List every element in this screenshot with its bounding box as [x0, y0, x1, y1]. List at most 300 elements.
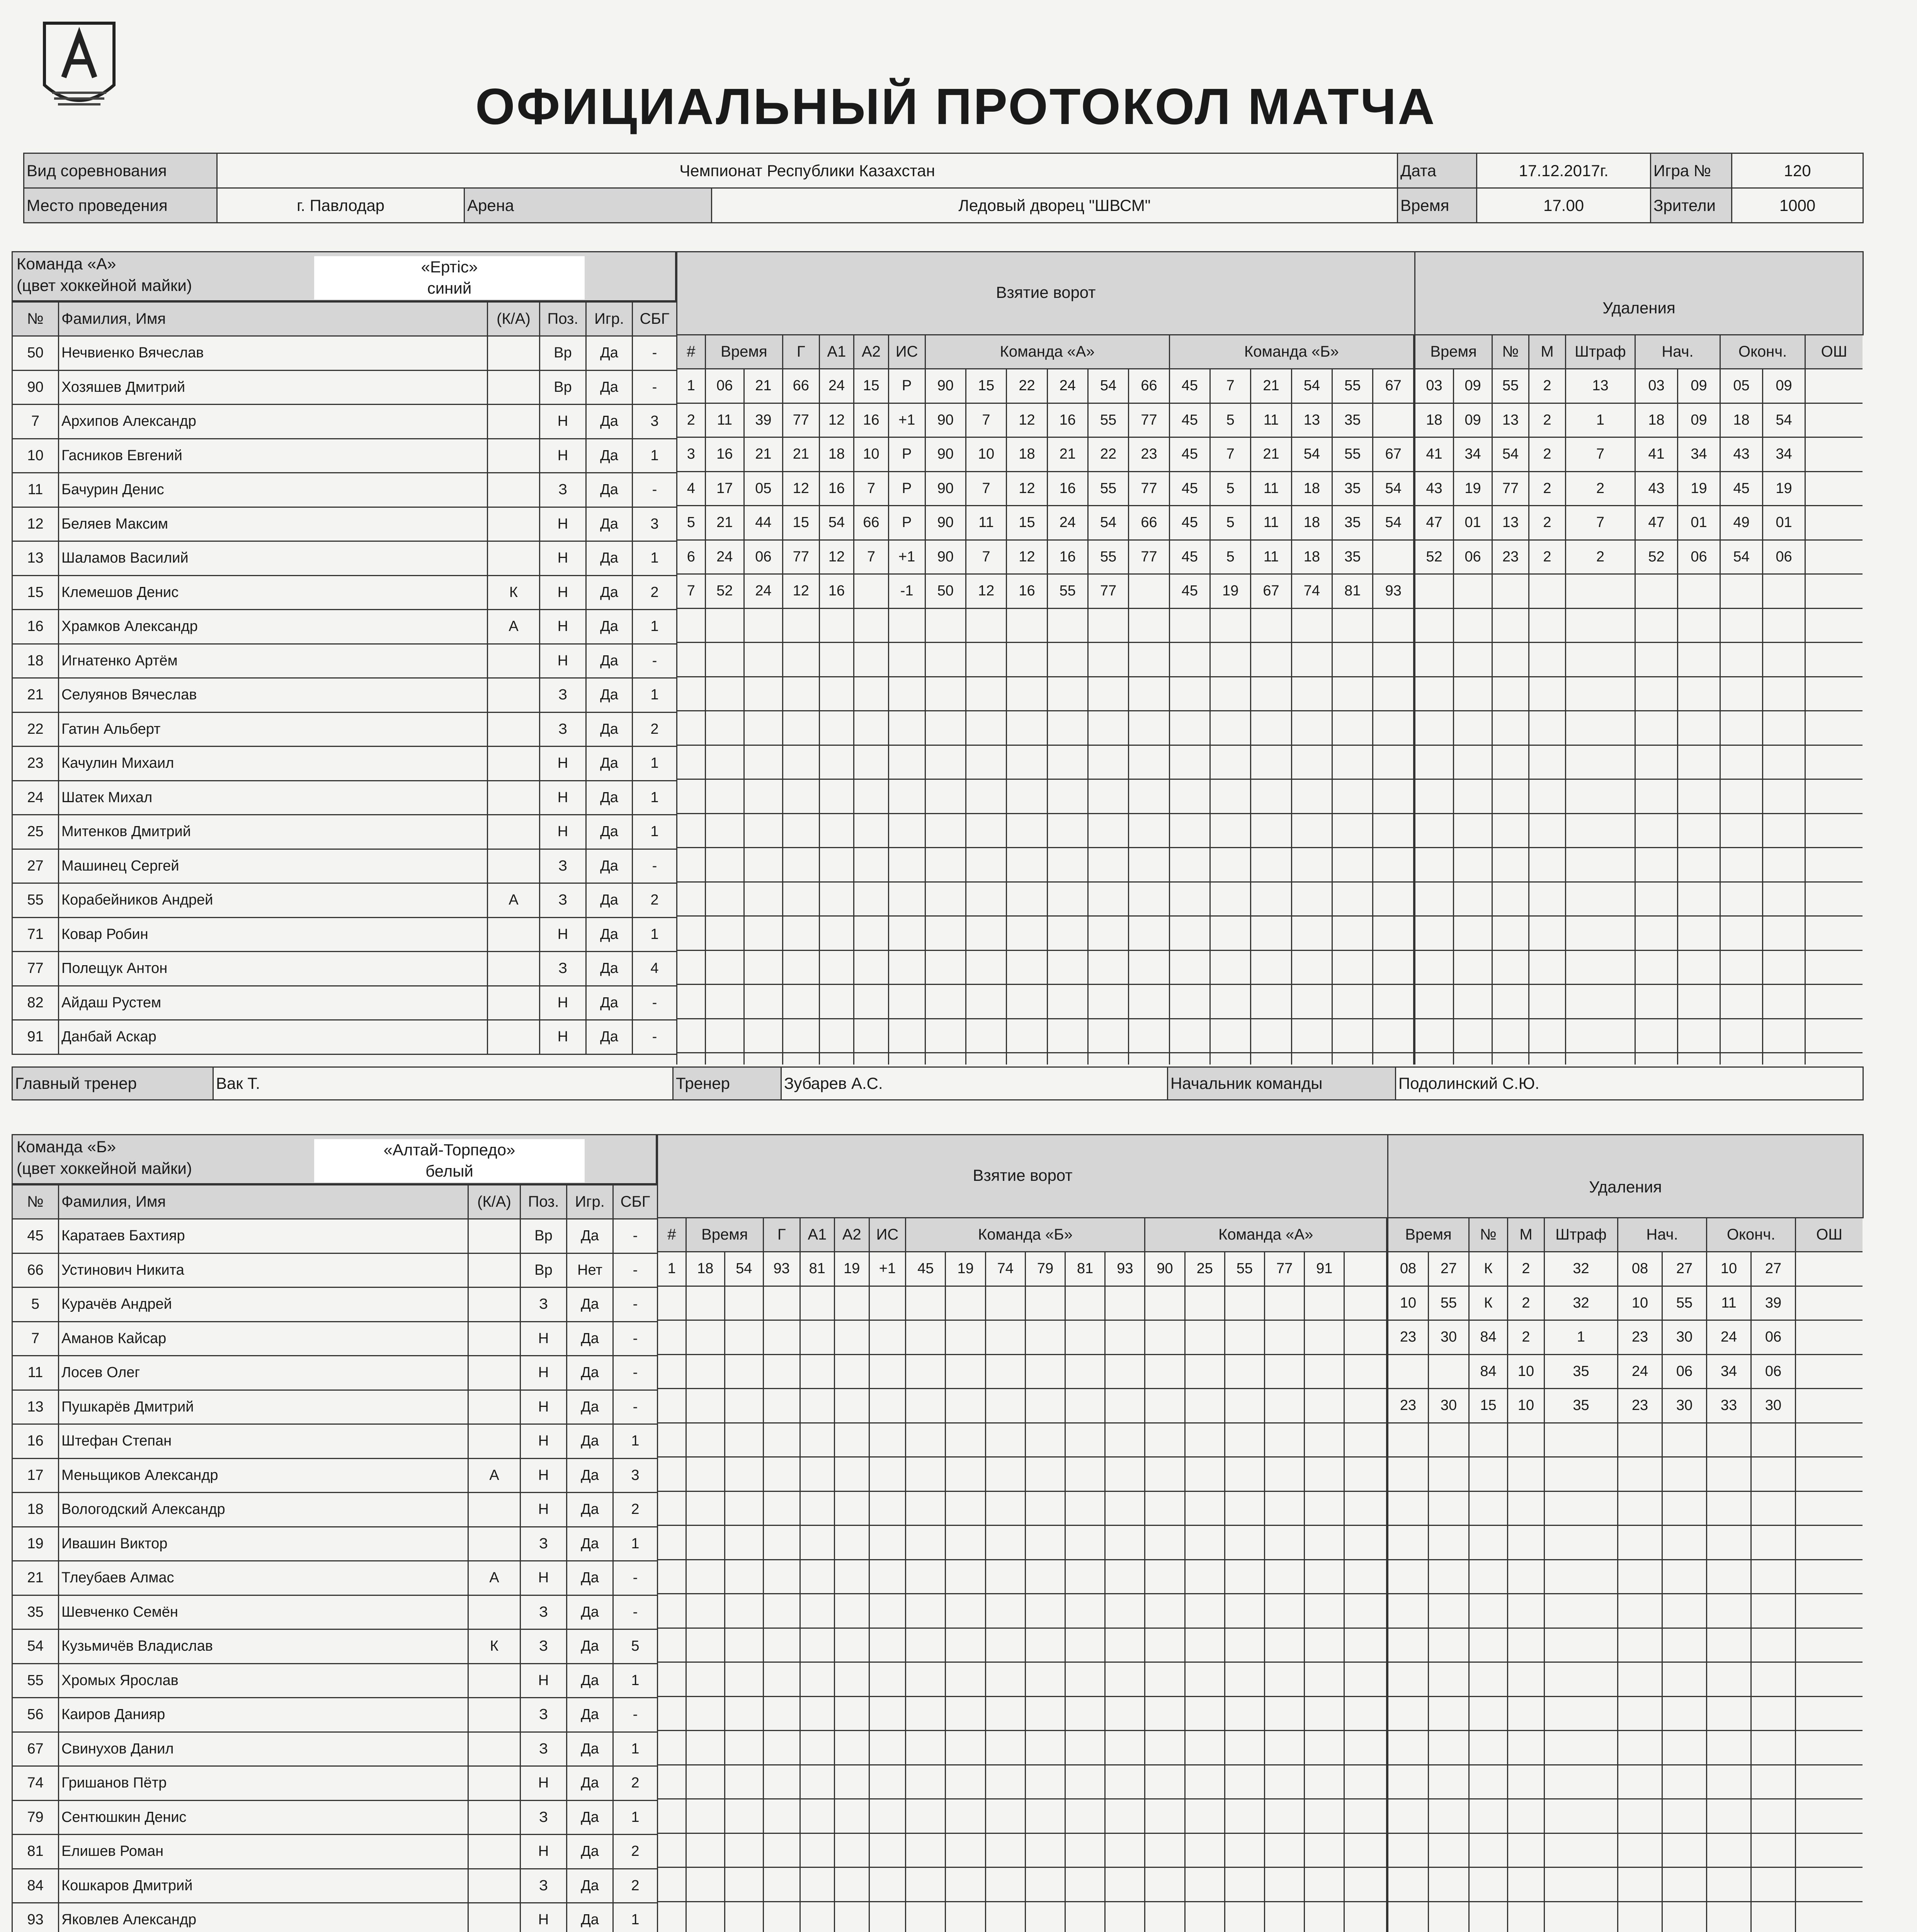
goal-row: [658, 1901, 1387, 1932]
penalty-e1: 11: [1707, 1286, 1751, 1320]
goal-a2: [854, 779, 889, 814]
team-b-roster: № Фамилия, Имя (К/А) Поз. Игр. СБГ 45 Каратаев Бахтияр Вр Да - 66 Устинович Никита Вр Нет - 5 Курачёв Андрей З Да - 7 Аманов Кайсар Н Да - 11 Лосев Олег Н Да - 13 Пушкарёв Дмитрий Н Да - 16 Штефан Степан Н Да 1 17 Меньщиков Александр А Н Да 3 18 Вологодский Александр Н Да 2 19 Ивашин Виктор З Да 1 21 Тлеубаев Алмас А Н Да - 35 Шевченко Семён З Да - 54 Кузьмичёв Владислав К З Да 5 55 Хромых Ярослав Н Да 1 56 Каиров Данияр З Да - 67 Свинухов Данил З Да 1 74 Гришанов Пётр Н Да 2 79 Сентюшкин Денис З Да 1 81 Елишев Роман Н Да 2 84 Кошкаров Дмитрий З Да 2 93 Яковлев Александр Н Да 1: [12, 1184, 658, 1932]
goal-on-ice-own: [966, 711, 1006, 745]
penalty-pen: [1566, 643, 1635, 677]
penalty-mm: [1415, 950, 1454, 985]
goal-row: [658, 1867, 1387, 1902]
player-pos: Н: [540, 986, 586, 1020]
penalty-s1: [1618, 1457, 1662, 1492]
player-ka: [488, 678, 540, 713]
player-sbg: 2: [633, 712, 677, 747]
goal-on-ice-opp: 11: [1251, 540, 1291, 574]
goal-mm: [705, 882, 744, 916]
goal-on-ice-own: [1065, 1389, 1105, 1423]
penalty-osh: [1796, 1560, 1863, 1594]
goal-on-ice-own: [946, 1833, 985, 1867]
player-pos: Н: [520, 1356, 567, 1390]
penalty-s1: [1618, 1765, 1662, 1799]
player-ka: [468, 1390, 520, 1424]
penalty-row: [1388, 1286, 1863, 1320]
goal-on-ice-own: [906, 1867, 946, 1902]
player-ka: [468, 1800, 520, 1835]
penalty-ss: [1454, 779, 1492, 814]
goal-ss: 21: [744, 437, 782, 472]
goal-on-ice-opp: [1265, 1901, 1305, 1932]
penalty-mm: [1388, 1901, 1429, 1932]
player-played: Да: [586, 507, 633, 541]
goal-a1: 12: [819, 540, 854, 574]
player-name: Пушкарёв Дмитрий: [59, 1390, 468, 1424]
penalty-pen: [1566, 882, 1635, 916]
goal-on-ice-opp: [1169, 1053, 1210, 1065]
goal-n: 1: [658, 1252, 686, 1286]
goal-g: [782, 882, 819, 916]
goal-is: [888, 745, 925, 779]
team-a-label: Команда «А»: [17, 255, 116, 273]
goal-on-ice-own: 90: [925, 471, 966, 506]
goal-g: [763, 1389, 800, 1423]
player-sbg: -: [633, 370, 677, 405]
goal-on-ice-own: [1007, 1019, 1047, 1053]
goal-on-ice-opp: [1169, 985, 1210, 1019]
penalty-e1: [1707, 1696, 1751, 1731]
goal-on-ice-opp: [1185, 1867, 1225, 1902]
player-name: Гришанов Пётр: [59, 1766, 468, 1801]
arena-label: Арена: [464, 188, 712, 223]
penalty-no: [1492, 916, 1529, 951]
player-pos: Вр: [540, 370, 586, 405]
goal-is: Р: [888, 471, 925, 506]
time-label: Время: [1398, 188, 1477, 223]
goal-on-ice-own: [985, 1696, 1025, 1731]
penalty-row: [1388, 1354, 1863, 1389]
penalty-s2: 55: [1662, 1286, 1707, 1320]
goal-n: [658, 1560, 686, 1594]
penalty-m: 2: [1529, 471, 1566, 506]
player-no: 82: [12, 986, 59, 1020]
player-ka: К: [468, 1629, 520, 1664]
goal-is: [888, 608, 925, 643]
player-sbg: 1: [633, 917, 677, 952]
goal-a1: [819, 745, 854, 779]
goal-on-ice-own: [1105, 1560, 1145, 1594]
goal-on-ice-opp: [1344, 1526, 1387, 1560]
goal-on-ice-own: [1065, 1901, 1105, 1932]
goal-on-ice-own: [1088, 677, 1128, 711]
goal-is: [869, 1389, 906, 1423]
player-played: Да: [586, 541, 633, 576]
goal-row: [658, 1389, 1387, 1423]
penalty-m: [1508, 1867, 1544, 1902]
goal-a1: [800, 1457, 835, 1492]
goal-on-ice-opp: [1225, 1526, 1264, 1560]
player-sbg: 1: [633, 541, 677, 576]
goal-on-ice-own: 77: [1129, 540, 1169, 574]
goal-on-ice-opp: 81: [1332, 574, 1373, 609]
penalty-no: [1492, 643, 1529, 677]
goal-on-ice-own: [1047, 745, 1088, 779]
goal-mm: [686, 1457, 725, 1492]
goal-on-ice-opp: [1169, 813, 1210, 848]
penalty-no: К: [1469, 1286, 1508, 1320]
goal-on-ice-opp: 7: [1210, 369, 1251, 403]
penalty-row: [1388, 1696, 1863, 1731]
goal-on-ice-opp: [1344, 1765, 1387, 1799]
goal-on-ice-opp: [1145, 1560, 1185, 1594]
table-row: [12, 507, 677, 541]
goal-on-ice-own: [1047, 643, 1088, 677]
goal-on-ice-opp: [1332, 916, 1373, 951]
goal-on-ice-own: 55: [1088, 471, 1128, 506]
player-name: Тлеубаев Алмас: [59, 1561, 468, 1595]
goal-a2: [854, 985, 889, 1019]
goal-on-ice-opp: [1185, 1594, 1225, 1628]
penalty-e2: 54: [1763, 403, 1805, 437]
player-name: Хозяшев Дмитрий: [59, 370, 488, 405]
table-row: [12, 541, 677, 576]
goal-ss: [725, 1491, 763, 1526]
goal-on-ice-opp: [1145, 1901, 1185, 1932]
player-played: Да: [567, 1869, 613, 1903]
goal-on-ice-own: 12: [1007, 540, 1047, 574]
player-no: 56: [12, 1698, 59, 1732]
player-ka: [488, 986, 540, 1020]
goal-on-ice-opp: [1332, 848, 1373, 882]
penalty-s2: [1678, 608, 1720, 643]
player-sbg: -: [613, 1561, 658, 1595]
goal-is: +1: [888, 540, 925, 574]
penalty-osh: [1796, 1867, 1863, 1902]
table-row: [12, 781, 677, 815]
penalty-e2: [1763, 1019, 1805, 1053]
goal-mm: 17: [705, 471, 744, 506]
goal-on-ice-opp: [1344, 1799, 1387, 1833]
player-pos: Н: [540, 575, 586, 610]
player-name: Митенков Дмитрий: [59, 815, 488, 849]
penalty-no: [1492, 745, 1529, 779]
goal-mm: [686, 1560, 725, 1594]
goal-on-ice-own: [1047, 813, 1088, 848]
penalty-e1: [1707, 1560, 1751, 1594]
player-ka: [488, 336, 540, 371]
penalty-m: 2: [1529, 540, 1566, 574]
player-name: Хромых Ярослав: [59, 1663, 468, 1698]
goal-on-ice-own: [925, 882, 966, 916]
goal-n: 4: [677, 471, 706, 506]
goal-is: [888, 848, 925, 882]
goal-on-ice-opp: [1185, 1833, 1225, 1867]
penalty-m: [1529, 985, 1566, 1019]
goal-on-ice-opp: 55: [1332, 369, 1373, 403]
goal-mm: [686, 1423, 725, 1457]
goal-is: [869, 1696, 906, 1731]
goal-on-ice-opp: [1332, 677, 1373, 711]
penalty-mm: [1388, 1696, 1429, 1731]
goal-row: [677, 950, 1414, 985]
penalty-osh: [1805, 779, 1863, 814]
player-ka: [488, 747, 540, 781]
player-played: Да: [567, 1390, 613, 1424]
goal-mm: [705, 779, 744, 814]
penalty-e1: [1707, 1731, 1751, 1765]
goal-on-ice-opp: [1344, 1491, 1387, 1526]
player-name: Меньщиков Александр: [59, 1458, 468, 1493]
penalty-s2: [1678, 643, 1720, 677]
penalty-m: [1508, 1799, 1544, 1833]
goal-a1: 81: [800, 1252, 835, 1286]
penalty-ss: [1454, 1053, 1492, 1065]
goal-g: [763, 1354, 800, 1389]
goal-on-ice-own: [946, 1354, 985, 1389]
penalty-mm: 47: [1415, 506, 1454, 540]
goal-on-ice-opp: [1373, 711, 1414, 745]
penalty-e1: [1707, 1833, 1751, 1867]
goal-g: 66: [782, 369, 819, 403]
goal-on-ice-opp: 7: [1210, 437, 1251, 472]
penalty-e1: 54: [1720, 540, 1763, 574]
player-played: Да: [586, 1020, 633, 1054]
goal-on-ice-own: [966, 779, 1006, 814]
player-pos: Н: [540, 644, 586, 678]
player-ka: [488, 781, 540, 815]
goal-on-ice-opp: [1169, 711, 1210, 745]
penalty-row: [1388, 1594, 1863, 1628]
penalty-m: [1508, 1526, 1544, 1560]
goal-is: [869, 1628, 906, 1662]
penalty-m: [1508, 1457, 1544, 1492]
player-pos: Н: [540, 815, 586, 849]
goal-n: [658, 1457, 686, 1492]
player-sbg: 3: [633, 405, 677, 439]
goal-on-ice-own: [1088, 950, 1128, 985]
goal-a1: [800, 1491, 835, 1526]
goal-on-ice-opp: [1332, 882, 1373, 916]
penalty-e2: 34: [1763, 437, 1805, 472]
player-ka: А: [488, 610, 540, 644]
goal-on-ice-opp: [1291, 608, 1332, 643]
goal-on-ice-opp: [1251, 813, 1291, 848]
goal-on-ice-own: [1065, 1457, 1105, 1492]
penalty-s2: [1662, 1662, 1707, 1697]
goal-n: [658, 1867, 686, 1902]
goal-a2: [835, 1799, 869, 1833]
team-a-color: синий: [427, 279, 472, 297]
goal-a2: [854, 950, 889, 985]
goal-g: [782, 848, 819, 882]
goal-is: -1: [888, 574, 925, 609]
goal-on-ice-own: [906, 1662, 946, 1697]
goal-on-ice-opp: [1344, 1320, 1387, 1355]
goal-on-ice-opp: [1305, 1286, 1344, 1320]
goal-n: [658, 1696, 686, 1731]
penalty-pen: [1566, 950, 1635, 985]
goal-on-ice-own: [906, 1765, 946, 1799]
goal-on-ice-opp: [1251, 1019, 1291, 1053]
penalty-e1: [1707, 1628, 1751, 1662]
table-row: [12, 439, 677, 473]
goal-on-ice-opp: [1373, 540, 1414, 574]
player-no: 27: [12, 849, 59, 883]
goal-on-ice-own: [1105, 1765, 1145, 1799]
table-row: [12, 1732, 658, 1766]
penalty-pen: [1566, 1019, 1635, 1053]
penalty-mm: [1415, 882, 1454, 916]
goal-on-ice-own: [1025, 1731, 1065, 1765]
table-row: [12, 610, 677, 644]
goal-mm: [705, 848, 744, 882]
team-a-chief: Подолинский С.Ю.: [1396, 1067, 1863, 1100]
penalty-s2: [1678, 1019, 1720, 1053]
penalty-pen: [1566, 813, 1635, 848]
penalty-e2: 06: [1751, 1354, 1796, 1389]
goal-a2: [854, 745, 889, 779]
penalty-m: [1529, 1053, 1566, 1065]
goal-on-ice-opp: [1185, 1389, 1225, 1423]
goal-row: [658, 1731, 1387, 1765]
goal-ss: [744, 608, 782, 643]
goal-on-ice-opp: [1210, 779, 1251, 814]
penalty-e2: 27: [1751, 1252, 1796, 1286]
goal-on-ice-own: [1025, 1628, 1065, 1662]
penalty-ss: 01: [1454, 506, 1492, 540]
team-a-head-coach-label: Главный тренер: [12, 1067, 213, 1100]
player-played: Да: [586, 439, 633, 473]
penalty-mm: [1388, 1765, 1429, 1799]
penalty-mm: [1415, 643, 1454, 677]
goal-on-ice-opp: [1344, 1560, 1387, 1594]
penalty-no: [1492, 848, 1529, 882]
goal-on-ice-opp: 54: [1373, 506, 1414, 540]
goal-on-ice-opp: [1291, 950, 1332, 985]
penalty-no: [1469, 1696, 1508, 1731]
penalty-e1: [1707, 1662, 1751, 1697]
penalty-mm: [1415, 985, 1454, 1019]
goal-row: [677, 506, 1414, 540]
player-sbg: 1: [633, 747, 677, 781]
goal-row: [658, 1765, 1387, 1799]
penalty-ss: [1429, 1833, 1469, 1867]
player-played: Да: [567, 1698, 613, 1732]
goal-on-ice-opp: [1344, 1662, 1387, 1697]
goal-g: [782, 916, 819, 951]
goal-on-ice-own: [906, 1696, 946, 1731]
penalty-s1: [1618, 1867, 1662, 1902]
penalty-pen: 2: [1566, 471, 1635, 506]
goal-ss: 54: [725, 1252, 763, 1286]
goal-on-ice-own: [1025, 1457, 1065, 1492]
team-a-staff: [12, 1066, 1864, 1100]
time-value: 17.00: [1477, 188, 1651, 223]
player-name: Игнатенко Артём: [59, 644, 488, 678]
penalty-row: [1415, 745, 1863, 779]
goal-ss: [725, 1354, 763, 1389]
table-row: [12, 849, 677, 883]
penalty-s1: [1618, 1423, 1662, 1457]
penalty-m: 10: [1508, 1389, 1544, 1423]
goal-a1: [800, 1833, 835, 1867]
player-sbg: -: [633, 336, 677, 371]
goal-on-ice-opp: [1145, 1320, 1185, 1355]
player-sbg: 1: [633, 610, 677, 644]
penalty-pen: [1544, 1901, 1618, 1932]
goal-on-ice-opp: [1169, 1019, 1210, 1053]
goal-mm: [705, 985, 744, 1019]
goal-mm: [686, 1696, 725, 1731]
player-no: 13: [12, 1390, 59, 1424]
player-sbg: 2: [613, 1766, 658, 1801]
penalty-ss: [1429, 1457, 1469, 1492]
player-pos: З: [540, 952, 586, 986]
player-ka: А: [488, 883, 540, 918]
player-played: Да: [586, 747, 633, 781]
goal-row: [677, 403, 1414, 437]
goal-on-ice-own: 90: [925, 540, 966, 574]
arena-value: Ледовый дворец "ШВСМ": [712, 188, 1398, 223]
player-sbg: -: [633, 986, 677, 1020]
player-played: Да: [567, 1287, 613, 1322]
player-name: Курачёв Андрей: [59, 1287, 468, 1322]
penalty-no: [1492, 1053, 1529, 1065]
table-row: [12, 917, 677, 952]
player-sbg: 1: [613, 1527, 658, 1561]
player-no: 19: [12, 1527, 59, 1561]
team-a-penalties-grid: Время № М Штраф Нач. Оконч. ОШ 03 09 55 2 13 03 09 05 09 18 09 13 2 1 18 09 18 54 41 34 54 2 7 41 34 43 34 43 19 77 2 2 43 19 45 19 47 01 13 2 7 47 01 49 01 52 06 23 2 2 52 06 54 06: [1414, 334, 1863, 1065]
player-played: Нет: [567, 1253, 613, 1287]
goal-on-ice-opp: [1332, 1019, 1373, 1053]
player-name: Беляев Максим: [59, 507, 488, 541]
goal-on-ice-own: [906, 1526, 946, 1560]
penalty-s2: [1678, 882, 1720, 916]
goal-on-ice-opp: [1251, 608, 1291, 643]
goal-on-ice-own: [946, 1765, 985, 1799]
penalty-no: К: [1469, 1252, 1508, 1286]
goal-g: [763, 1628, 800, 1662]
goal-on-ice-opp: [1210, 1019, 1251, 1053]
goal-on-ice-own: [925, 779, 966, 814]
player-played: Да: [567, 1766, 613, 1801]
goal-on-ice-opp: [1251, 1053, 1291, 1065]
penalty-e1: [1720, 848, 1763, 882]
penalty-s2: [1662, 1901, 1707, 1932]
player-sbg: 1: [633, 815, 677, 849]
player-sbg: -: [633, 473, 677, 507]
penalty-ss: 30: [1429, 1389, 1469, 1423]
penalty-row: [1388, 1526, 1863, 1560]
penalty-s1: [1635, 608, 1678, 643]
goal-on-ice-opp: [1344, 1628, 1387, 1662]
player-no: 16: [12, 1424, 59, 1459]
goal-on-ice-opp: [1145, 1457, 1185, 1492]
goal-mm: [686, 1799, 725, 1833]
goal-mm: [705, 1019, 744, 1053]
goal-on-ice-own: [1025, 1320, 1065, 1355]
goal-on-ice-opp: [1332, 643, 1373, 677]
penalty-e1: [1720, 643, 1763, 677]
penalty-s1: [1618, 1491, 1662, 1526]
goal-on-ice-opp: [1305, 1901, 1344, 1932]
penalty-e2: [1763, 1053, 1805, 1065]
penalty-osh: [1796, 1320, 1863, 1355]
penalty-row: [1415, 540, 1863, 574]
goal-a2: [835, 1320, 869, 1355]
player-no: 55: [12, 1663, 59, 1698]
player-ka: А: [468, 1561, 520, 1595]
goal-on-ice-own: [985, 1594, 1025, 1628]
goal-on-ice-own: 79: [1025, 1252, 1065, 1286]
goal-on-ice-opp: [1344, 1867, 1387, 1902]
player-ka: [468, 1869, 520, 1903]
player-sbg: -: [633, 849, 677, 883]
